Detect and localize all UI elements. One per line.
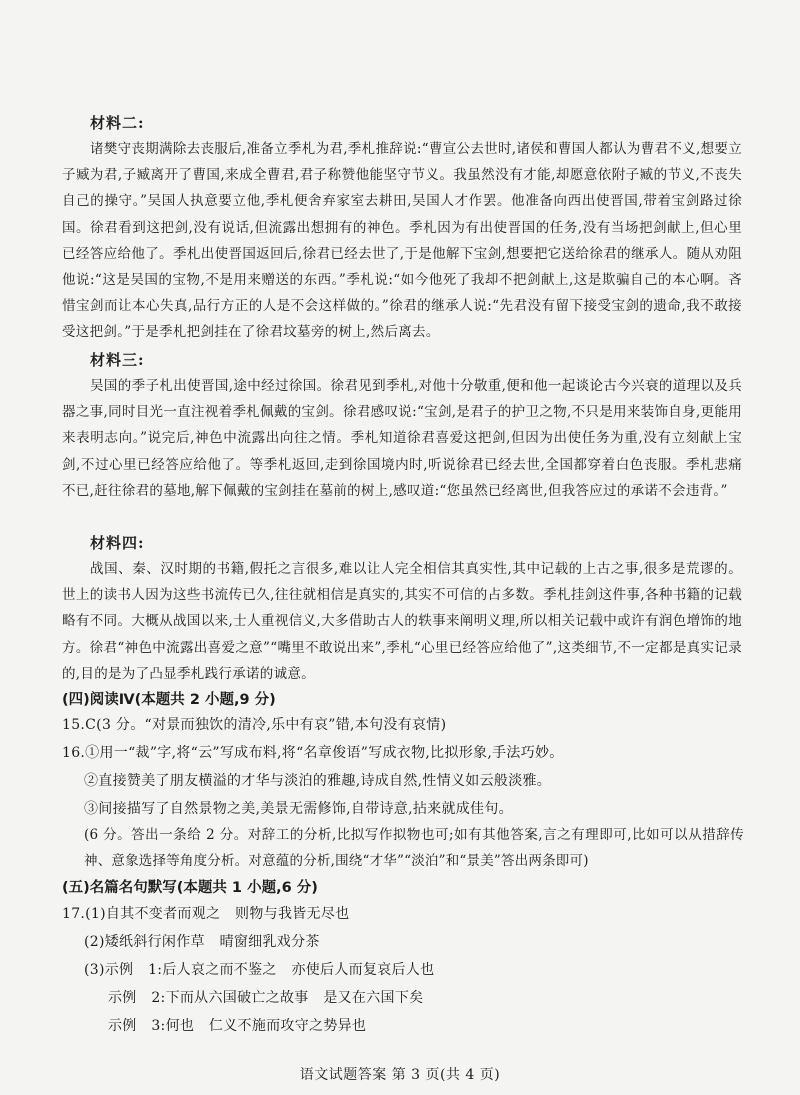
material-3-body: 吴国的季子札出使晋国,途中经过徐国。徐君见到季札,对他十分敬重,便和他一起谈论古今兴衰的道理以及兵器之事,同时目光一直注视着季札佩戴的宝剑。徐君感叹说:“宝剑,是君子的护卫之物,不只是用来装饰自身,更能用来表明志向。”说完后,神色中流露出向往之情。季札知道徐君喜爱这把剑,但因为出使任务为重,没有立刻献上宝剑,不过心里已经答应给他了。等季札返回,走到徐国境内时,听说徐君已经去世,全国都穿着白色丧服。季札悲痛不已,赶往徐君的墓地,解下佩戴的宝剑挂在墓前的树上,感叹道:“您虽然已经离世,但我答应过的承诺不会违背。” — [62, 378, 742, 499]
section-4-heading: (四)阅读Ⅳ(本题共 2 小题,9 分) — [62, 692, 276, 708]
page-footer: 语文试题答案 第 3 页(共 4 页) — [299, 1067, 501, 1083]
answer-17-3-example-2: 示例 2:下而从六国破亡之故事 是又在六国下矣 — [108, 990, 424, 1006]
material-2-body: 诸樊守丧期满除去丧服后,准备立季札为君,季札推辞说:“曹宣公去世时,诸侯和曹国人都认为曹君不义,想要立子臧为君,子臧离开了曹国,来成全曹君,君子称赞他能坚守节义。我虽然没有才能,却愿意依附子臧的节义,不丧失自己的操守。”吴国人执意要立他,季札便舍弃家室去耕田,吴国人才作罢。他准备向西出使晋国,带着宝剑路过徐国。徐君看到这把剑,没有说话,但流露出想拥有的神色。季札因为有出使晋国的任务,没有当场把剑献上,但心里已经答应给他了。季札出使晋国返回后,徐君已经去世了,于是他解下宝剑,想要把它送给徐君的继承人。随从劝阻他说:“这是吴国的宝物,不是用来赠送的东西。”季札说:“如今他死了我却不把剑献上,这是欺骗自己的本心啊。吝惜宝剑而让本心失真,品行方正的人是不会这样做的。”徐君的继承人说:“先君没有留下接受宝剑的遗命,我不敢接受这把剑。”于是季札把剑挂在了徐君坟墓旁的树上,然后离去。 — [62, 141, 742, 341]
answer-17-1: 17.(1)自其不变者而观之 则物与我皆无尽也 — [62, 906, 350, 922]
section-5-heading: (五)名篇名句默写(本题共 1 小题,6 分) — [62, 880, 318, 896]
answer-15: 15.C(3 分。“对景而独饮的清冷,乐中有哀”错,本句没有哀情) — [62, 717, 447, 733]
material-4-title: 材料四: — [90, 534, 145, 552]
answer-16-3: ③间接描写了自然景物之美,美景无需修饰,自带诗意,拈来就成佳句。 — [84, 801, 513, 817]
answer-17-3-example-1: (3)示例 1:后人哀之而不鉴之 亦使后人而复哀后人也 — [84, 962, 435, 978]
answer-17-3-example-3: 示例 3:何也 仁义不施而攻守之势异也 — [108, 1018, 367, 1034]
material-4-body: 战国、秦、汉时期的书籍,假托之言很多,难以让人完全相信其真实性,其中记载的上古之事,很多是荒谬的。世上的读书人因为这些书流传已久,往往就相信是真实的,其实不可信的占多数。季札挂剑这件事,各种书籍的记载略有不同。大概从战国以来,士人重视信义,大多借助古人的轶事来阐明义理,所以相关记载中或许有润色增饰的地方。徐君“神色中流露出喜爱之意”“嘴里不敢说出来”,季札“心里已经答应给他了”,这类细节,不一定都是真实记录的,目的是为了凸显季札践行承诺的诚意。 — [62, 561, 742, 682]
material-2-title: 材料二: — [90, 114, 145, 132]
material-3-title: 材料三: — [90, 351, 145, 369]
answer-16-scoring-note: (6 分。答出一条给 2 分。对辞工的分析,比拟写作拟物也可;如有其他答案,言之有理即可,比如可以从措辞传神、意象选择等角度分析。对意蕴的分析,围绕“才华”“淡泊”和“景美”答出两条即可) — [84, 827, 744, 870]
answer-16-2: ②直接赞美了朋友横溢的才华与淡泊的雅趣,诗成自然,性情义如云般淡雅。 — [84, 773, 552, 789]
answer-17-2: (2)矮纸斜行闲作草 晴窗细乳戏分茶 — [84, 934, 320, 950]
answer-16-1: 16.①用一“裁”字,将“云”写成布料,将“名章俊语”写成衣物,比拟形象,手法巧妙。 — [62, 745, 564, 761]
